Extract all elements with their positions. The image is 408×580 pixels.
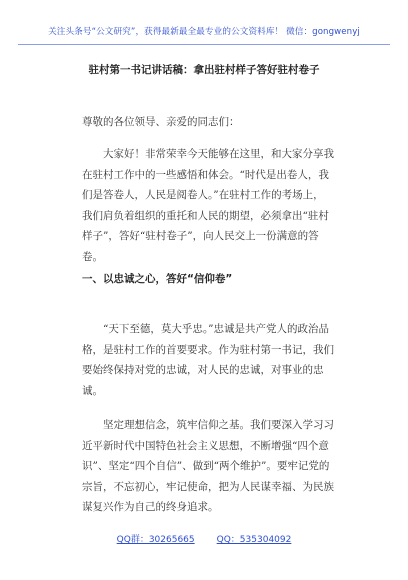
paragraph-1: 大家好！非常荣幸今天能够在这里，和大家分享我在驻村工作中的一些感悟和体会。“时代是出卷人，我们是答卷人，人民是阅卷人。”在驻村工作的考场上，我们肩负着组织的重托和人民的期望，必须拿出“驻村样子”，答好“驻村卷子”，向人民交上一份满意的答卷。 — [82, 148, 334, 263]
paragraph-3: 坚定理想信念，筑牢信仰之基。我们要深入学习习近平新时代中国特色社会主义思想，不断增强“四个意识”、坚定“四个自信”、做到“两个维护”。要牢记党的宗旨，不忘初心，牢记使命，把为人民谋幸福、为民族谋复兴作为自己的终身追求。 — [82, 419, 334, 513]
contact-footer — [0, 532, 408, 545]
promo-header-text[interactable]: 关注头条号“公文研究”，获得最新最全最专业的公文资料库！ 微信：gongwenyj — [48, 27, 360, 37]
document-title: 驻村第一书记讲话稿：拿出驻村样子答好驻村卷子 — [88, 64, 320, 76]
qq-contact-link[interactable]: QQ：535304092 — [216, 535, 292, 545]
section-heading-1: 一、以忠诚之心，答好“信仰卷” — [82, 273, 233, 285]
qq-group-link[interactable]: QQ群：30265665 — [116, 535, 195, 545]
promo-header — [18, 20, 390, 42]
greeting-line: 尊敬的各位领导、亲爱的同志们： — [82, 116, 240, 128]
paragraph-2: “天下至德，莫大乎忠。”忠诚是共产党人的政治品格，是驻村工作的首要要求。作为驻村第一书记，我们要始终保持对党的忠诚，对人民的忠诚，对事业的忠诚。 — [82, 323, 334, 397]
header-divider — [18, 44, 390, 45]
